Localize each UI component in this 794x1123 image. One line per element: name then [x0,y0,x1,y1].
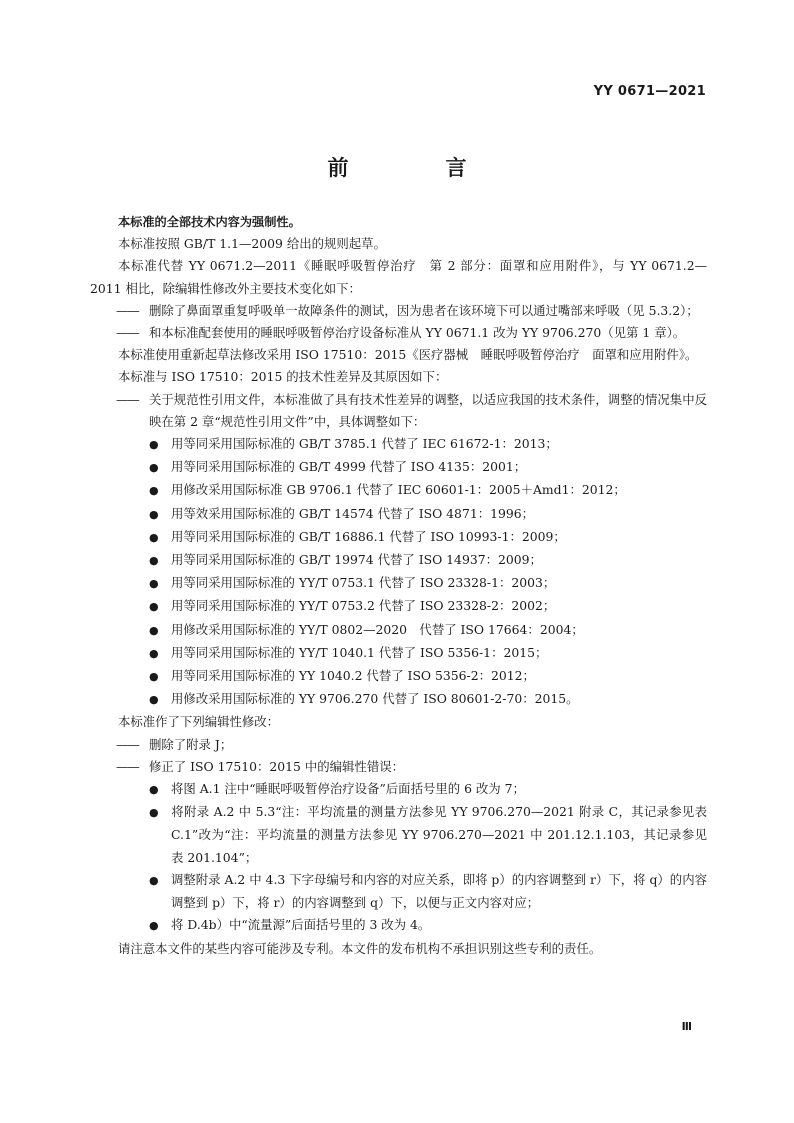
bullet-mark: ● [149,873,159,887]
paragraph-mandatory: 本标准的全部技术内容为强制性。 [118,215,301,229]
paragraph-editorial: 本标准作了下列编辑性修改： [118,714,280,730]
bullet-item-text: 将 D.4b）中“流量源”后面括号里的 3 改为 4。 [171,917,431,933]
bullet-item-text: 用等同采用国际标准的 GB/T 3785.1 代替了 IEC 61672-1：2013； [171,436,558,452]
bullet-mark: ● [149,693,159,707]
bullet-item [90,688,707,711]
bullet-item-text: 用等同采用国际标准的 YY/T 0753.1 代替了 ISO 23328-1：2003； [171,575,556,591]
paragraph-patent-notice: 请注意本文件的某些内容可能涉及专利。本文件的发布机构不承担识别这些专利的责任。 [118,940,602,956]
bullet-mark: ● [149,507,159,521]
paragraph-replaces: 本标准代替 YY 0671.2—2011《睡眠呼吸暂停治疗 第 2 部分：面罩和应用附件》，与 YY 0671.2—2011 相比，除编辑性修改外主要技术变化如下： [90,258,707,296]
bullet-item-text: 用等同采用国际标准的 YY/T 1040.1 代替了 ISO 5356-1：2015； [171,644,548,660]
dash-mark: —— [116,391,139,407]
dash-item [90,389,707,433]
bullet-mark: ● [149,484,159,498]
bullet-item [90,456,707,479]
bullet-item-text: 用修改采用国际标准的 YY 9706.270 代替了 ISO 80601-2-70：2015。 [171,691,579,707]
document-code: YY 0671—2021 [593,84,706,99]
bullet-item [90,526,707,549]
bullet-item [90,479,707,502]
bullet-mark: ● [149,623,159,637]
bullet-item-text: 用修改采用国际标准 GB 9706.1 代替了 IEC 60601-1：2005＋Amd1：2012； [171,482,626,498]
bullet-item [90,595,707,618]
page-title: 前 言 [327,156,505,180]
bullet-mark: ● [149,438,159,452]
bullet-item [90,665,707,688]
bullet-item-text: 将附录 A.2 中 5.3“注：平均流量的测量方法参见 YY 9706.270—2021 附录 C，其记录参见表 C.1”改为“注：平均流量的测量方法参见 YY 9706.270—2021 中 201.12.1.103，其记录参见表 201.104”； [171,804,707,865]
bullet-mark: ● [149,670,159,684]
dash-mark: —— [116,325,139,341]
dash-item [90,734,707,756]
bullet-item-text: 用等同采用国际标准的 GB/T 4999 代替了 ISO 4135：2001； [171,459,527,475]
bullet-mark: ● [149,600,159,614]
bullet-mark: ● [149,554,159,568]
dash-item [90,300,707,322]
dash-item-text: 删除了附录 J； [149,736,233,752]
bullet-item-text: 用等同采用国际标准的 GB/T 19974 代替了 ISO 14937：2009； [171,552,542,568]
bullet-item [90,549,707,572]
dash-item [90,322,707,344]
bullet-item [90,914,707,937]
foreword-body [90,211,707,960]
dash-mark: —— [116,758,139,774]
bullet-item [90,801,707,869]
dash-item-text: 删除了鼻面罩重复呼吸单一故障条件的测试，因为患者在该环境下可以通过嘴部来呼吸（见 5.3.2）； [149,302,699,318]
page-number: Ⅲ [681,1020,692,1033]
dash-item [90,756,707,778]
paragraph-adoption: 本标准使用重新起草法修改采用 ISO 17510：2015《医疗器械 睡眠呼吸暂停治疗 面罩和应用附件》。 [118,347,698,363]
dash-item-text: 和本标准配套使用的睡眠呼吸暂停治疗设备标准从 YY 0671.1 改为 YY 9706.270（见第 1 章）。 [149,325,686,341]
dash-item-text: 修正了 ISO 17510：2015 中的编辑性错误： [149,758,404,774]
bullet-mark: ● [149,783,159,797]
dash-item-text: 关于规范性引用文件，本标准做了具有技术性差异的调整，以适应我国的技术条件，调整的情况集中反映在第 2 章“规范性引用文件”中，具体调整如下： [149,391,707,429]
bullet-item-text: 用等同采用国际标准的 GB/T 16886.1 代替了 ISO 10993-1：2009； [171,528,566,544]
bullet-item [90,778,707,801]
bullet-item-text: 用等效采用国际标准的 GB/T 14574 代替了 ISO 4871：1996； [171,505,535,521]
bullet-item-text: 用等同采用国际标准的 YY/T 0753.2 代替了 ISO 23328-2：2002； [171,598,556,614]
bullet-mark: ● [149,919,159,933]
bullet-mark: ● [149,530,159,544]
bullet-item-text: 调整附录 A.2 中 4.3 下字母编号和内容的对应关系，即将 p）的内容调整到 r）下，将 q）的内容调整到 p）下，将 r）的内容调整到 q）下，以便与正文内容对应； [171,871,707,911]
bullet-mark: ● [149,461,159,475]
bullet-item [90,503,707,526]
bullet-item [90,619,707,642]
bullet-item [90,572,707,595]
bullet-item-text: 用等同采用国际标准的 YY 1040.2 代替了 ISO 5356-2：2012； [171,668,535,684]
bullet-item [90,433,707,456]
paragraph-drafting-rules: 本标准按照 GB/T 1.1—2009 给出的规则起草。 [118,236,386,252]
bullet-item [90,869,707,914]
bullet-item-text: 将图 A.1 注中“睡眠呼吸暂停治疗设备”后面括号里的 6 改为 7； [171,781,525,797]
dash-mark: —— [116,736,139,752]
dash-mark: —— [116,302,139,318]
bullet-item [90,642,707,665]
paragraph-differences: 本标准与 ISO 17510：2015 的技术性差异及其原因如下： [118,369,448,385]
bullet-mark: ● [149,806,159,820]
bullet-mark: ● [149,646,159,660]
bullet-item-text: 用修改采用国际标准的 YY/T 0802—2020 代替了 ISO 17664：2004； [171,621,584,637]
bullet-mark: ● [149,577,159,591]
